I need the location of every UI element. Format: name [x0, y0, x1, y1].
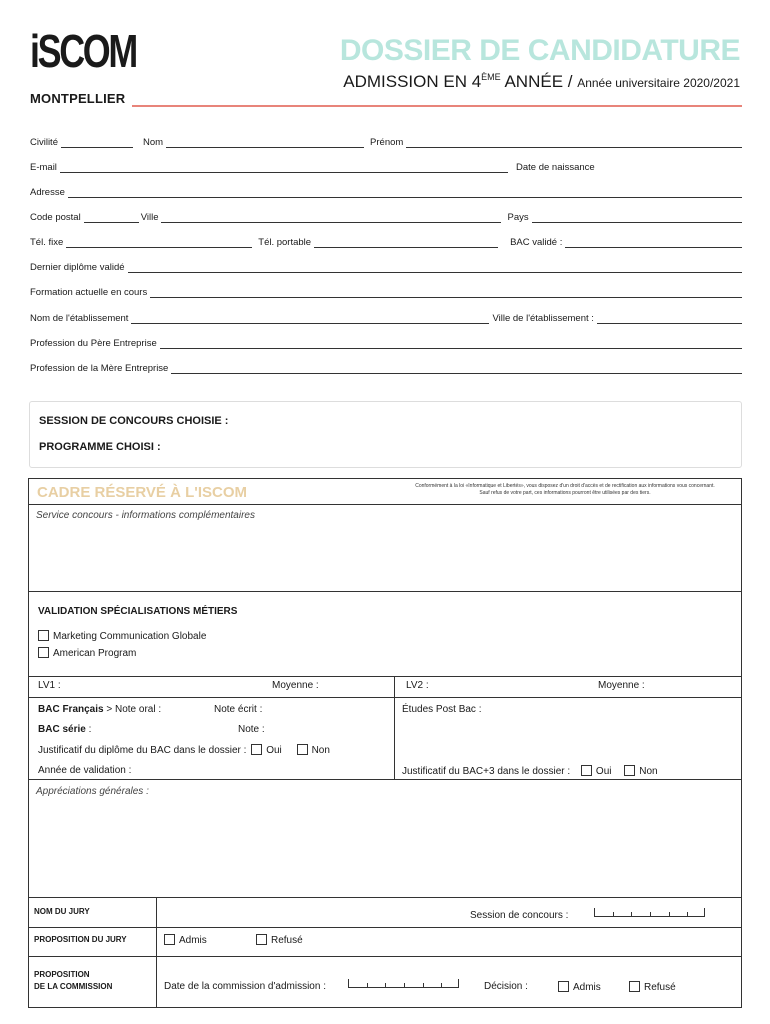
row-pere: [30, 335, 742, 349]
row-diplome: [30, 259, 742, 273]
appreciations-label: Appréciations générales :: [36, 786, 149, 797]
nom-etablissement-label: Nom de l'établissement: [30, 313, 129, 324]
prenom-label: Prénom: [370, 137, 404, 148]
session-concours-jury-label: Session de concours :: [470, 910, 569, 921]
email-field[interactable]: [60, 164, 508, 173]
service-divider: [28, 591, 742, 592]
justificatif-bac-row: [38, 744, 330, 756]
session-concours-label: SESSION DE CONCOURS CHOISIE :: [39, 415, 229, 427]
jury-refuse-label: Refusé: [271, 935, 303, 946]
jury-admis-checkbox[interactable]: [164, 934, 175, 945]
ville-label: Ville: [140, 212, 159, 223]
session-box: [29, 401, 742, 468]
lv2-label: LV2 :: [406, 680, 429, 691]
email-label: E-mail: [30, 162, 57, 173]
american-label: American Program: [53, 648, 137, 659]
row-ville: [30, 209, 742, 223]
row-adresse: [30, 184, 742, 198]
profession-mere-label: Profession de la Mère Entreprise: [30, 363, 169, 374]
tel-portable-field[interactable]: [314, 239, 498, 248]
cadre-title: CADRE RÉSERVÉ À L'ISCOM: [37, 484, 247, 501]
nom-label: Nom: [142, 137, 164, 148]
year-label: Année universitaire 2020/2021: [577, 76, 740, 90]
adresse-label: Adresse: [30, 187, 65, 198]
jury-admis-option[interactable]: [164, 934, 207, 946]
decision-refuse-label: Refusé: [644, 982, 676, 993]
note-oral-label: > Note oral :: [103, 704, 162, 715]
note-label: Note :: [238, 724, 265, 735]
adresse-field[interactable]: [68, 189, 742, 198]
decision-refuse-option[interactable]: [629, 981, 676, 993]
nom-jury-label: NOM DU JURY: [34, 907, 90, 916]
bac-serie-label: BAC série: [38, 724, 86, 735]
admission-prefix: ADMISSION EN 4: [343, 72, 482, 91]
decision-admis-option[interactable]: [558, 981, 601, 993]
decision-admis-label: Admis: [573, 982, 601, 993]
ville-etablissement-label: Ville de l'établissement :: [492, 313, 594, 324]
justificatif-bac3-non-checkbox[interactable]: [624, 765, 635, 776]
justificatif-bac3-oui-checkbox[interactable]: [581, 765, 592, 776]
cadre-divider-top: [28, 504, 742, 505]
proposition-commission-line1: PROPOSITION: [34, 970, 90, 979]
profession-mere-field[interactable]: [171, 365, 742, 374]
formation-field[interactable]: [150, 289, 742, 298]
american-checkbox[interactable]: [38, 647, 49, 658]
row-tel: [30, 234, 742, 248]
decision-label: Décision :: [484, 981, 528, 992]
jury-admis-label: Admis: [179, 935, 207, 946]
header-rule: [132, 105, 742, 107]
justificatif-bac3-label: Justificatif du BAC+3 dans le dossier :: [402, 766, 571, 777]
civilite-label: Civilité: [30, 137, 58, 148]
moyenne1-label: Moyenne :: [272, 680, 319, 691]
justificatif-bac3-row: [402, 765, 658, 777]
option-american[interactable]: [38, 647, 136, 659]
pays-label: Pays: [507, 212, 529, 223]
jury-row-divider-2: [28, 956, 742, 957]
row-identity: [30, 134, 742, 148]
row-formation: [30, 284, 742, 298]
option-marketing[interactable]: [38, 630, 206, 642]
programme-label: PROGRAMME CHOISI :: [39, 441, 161, 453]
proposition-commission-line2: DE LA COMMISSION: [34, 981, 113, 991]
iscom-logo: iSCOM: [30, 25, 136, 77]
page-title: DOSSIER DE CANDIDATURE: [339, 34, 740, 67]
moyenne2-label: Moyenne :: [598, 680, 645, 691]
ville-field[interactable]: [161, 214, 501, 223]
justificatif-bac-non-checkbox[interactable]: [297, 744, 308, 755]
decision-refuse-checkbox[interactable]: [629, 981, 640, 992]
annee-validation-label: Année de validation :: [38, 765, 132, 776]
pays-field[interactable]: [532, 214, 742, 223]
civilite-field[interactable]: [61, 139, 133, 148]
bac-francais-row: [38, 704, 161, 715]
appreciations-divider: [28, 897, 742, 898]
marketing-checkbox[interactable]: [38, 630, 49, 641]
service-concours-label: Service concours - informations complémentaires: [36, 510, 255, 521]
code-postal-field[interactable]: [84, 214, 139, 223]
note-ecrit-label: Note écrit :: [214, 704, 263, 715]
date-naissance-label: Date de naissance: [516, 162, 595, 173]
jury-vertical-divider: [156, 897, 157, 1007]
cadre-frame: [28, 478, 742, 1008]
commission-date-ticks[interactable]: [348, 979, 459, 988]
etudes-post-bac-label: Études Post Bac :: [402, 704, 482, 715]
justificatif-bac3-oui-label: Oui: [595, 766, 612, 777]
jury-refuse-option[interactable]: [256, 934, 303, 946]
lv-vertical-divider: [394, 676, 395, 779]
prenom-field[interactable]: [406, 139, 742, 148]
bac-serie-row: [38, 724, 91, 735]
justificatif-bac-non-label: Non: [311, 745, 330, 756]
admission-sup: ÈME: [481, 72, 501, 82]
nom-etablissement-field[interactable]: [131, 315, 489, 324]
dernier-diplome-label: Dernier diplôme validé: [30, 262, 125, 273]
formation-label: Formation actuelle en cours: [30, 287, 148, 298]
bac-francais-label: BAC Français: [38, 704, 104, 715]
lv1-label: LV1 :: [38, 680, 61, 691]
date-commission-label: Date de la commission d'admission :: [164, 981, 326, 992]
tel-fixe-field[interactable]: [66, 239, 252, 248]
justificatif-bac-oui-checkbox[interactable]: [251, 744, 262, 755]
proposition-commission-label: [34, 969, 112, 992]
ville-etablissement-field[interactable]: [597, 315, 742, 324]
nom-field[interactable]: [166, 139, 364, 148]
bac-divider: [28, 779, 742, 780]
lv-divider: [28, 697, 742, 698]
legal-notice: Conformément à la loi «Informatique et Libertés», vous disposez d'un droit d'accès et de rectification aux informations vous concernant. Sauf refus de votre part, ces informations pourront être utilisées par des tiers.: [415, 483, 715, 496]
row-email: [30, 159, 742, 173]
admission-suffix: ANNÉE /: [500, 72, 578, 91]
dernier-diplome-field[interactable]: [128, 264, 742, 273]
proposition-jury-label: PROPOSITION DU JURY: [34, 935, 127, 944]
code-postal-label: Code postal: [30, 212, 81, 223]
session-date-ticks[interactable]: [594, 908, 705, 917]
profession-pere-field[interactable]: [160, 340, 742, 349]
jury-refuse-checkbox[interactable]: [256, 934, 267, 945]
bac-valide-field[interactable]: [565, 239, 742, 248]
tel-portable-label: Tél. portable: [258, 237, 312, 248]
validation-title: VALIDATION SPÉCIALISATIONS MÉTIERS: [38, 606, 238, 617]
row-etablissement: [30, 310, 742, 324]
justificatif-bac-oui-label: Oui: [266, 745, 282, 756]
profession-pere-label: Profession du Père Entreprise: [30, 338, 157, 349]
validation-divider: [28, 676, 742, 677]
admission-subtitle: [343, 72, 740, 92]
justificatif-bac-label: Justificatif du diplôme du BAC dans le dossier :: [38, 745, 247, 756]
marketing-label: Marketing Communication Globale: [53, 631, 207, 642]
bac-serie-colon: :: [85, 724, 92, 735]
bac-valide-label: BAC validé :: [510, 237, 563, 248]
justificatif-bac3-non-label: Non: [639, 766, 658, 777]
city-label: MONTPELLIER: [30, 91, 126, 106]
decision-admis-checkbox[interactable]: [558, 981, 569, 992]
row-mere: [30, 360, 742, 374]
jury-row-divider-1: [28, 927, 742, 928]
tel-fixe-label: Tél. fixe: [30, 237, 64, 248]
